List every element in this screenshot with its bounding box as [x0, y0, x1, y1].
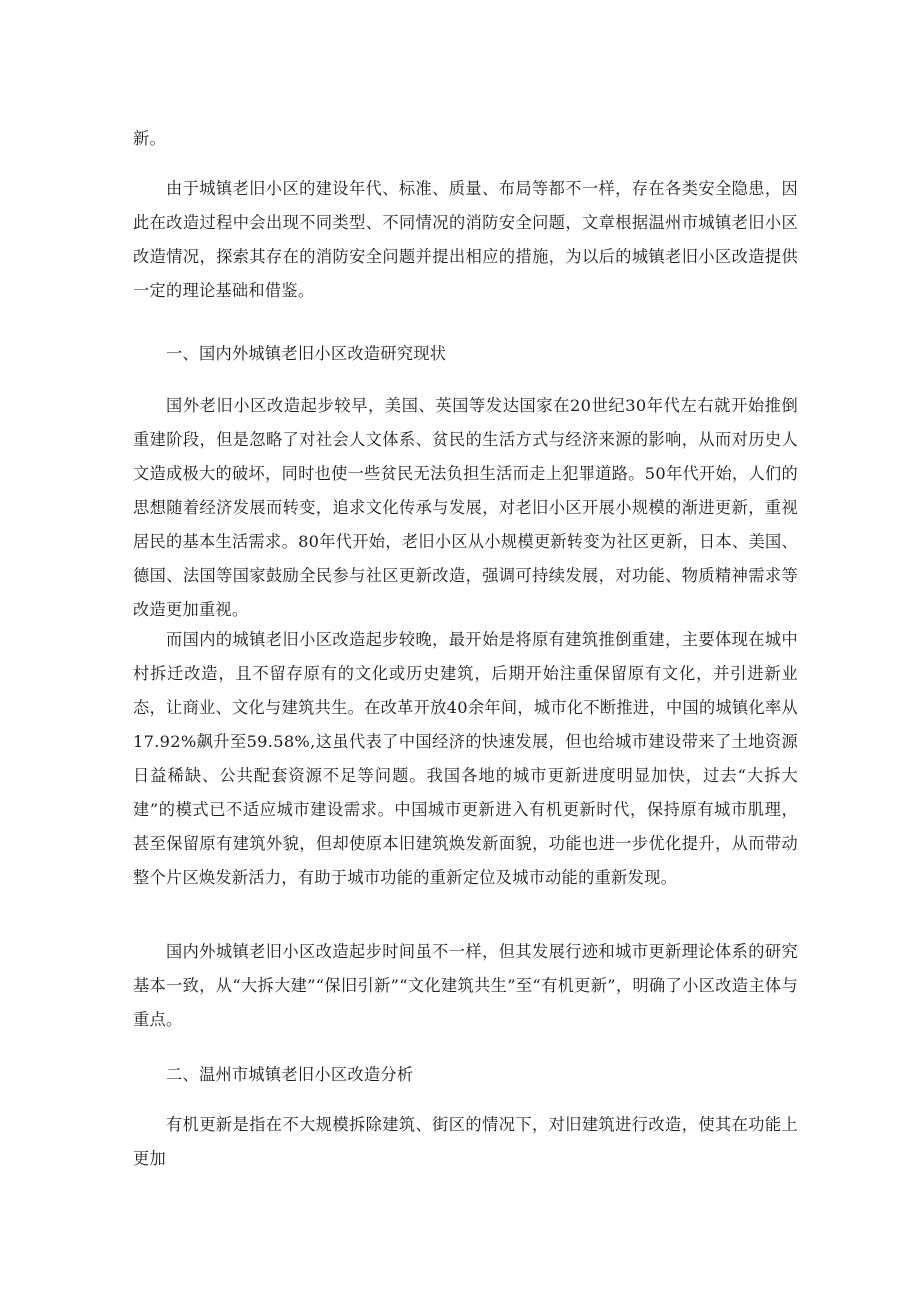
paragraph-foreign-status: 国外老旧小区改造起步较早，美国、英国等发达国家在20世纪30年代左右就开始推倒重建阶段，但是忽略了对社会人文体系、贫民的生活方式与经济来源的影响，从而对历史人文造成极大的破坏，同时也使一些贫民无法负担生活而走上犯罪道路。50年代开始，人们的思想随着经济发展而转变，追求文化传承与发展，对老旧小区开展小规模的渐进更新，重视居民的基本生活需求。80年代开始，老旧小区从小规模更新转变为社区更新，日本、美国、德国、法国等国家鼓励全民参与社区更新改造，强调可持续发展，对功能、物质精神需求等改造更加重视。 — [133, 396, 798, 619]
section-heading-2: 二、温州市城镇老旧小区改造分析 — [166, 1065, 414, 1084]
paragraph-continuation: 新。 — [133, 129, 166, 148]
paragraph-intro: 由于城镇老旧小区的建设年代、标准、质量、布局等都不一样，存在各类安全隐患，因此在改造过程中会出现不同类型、不同情况的消防安全问题，文章根据温州市城镇老旧小区改造情况，探索其存在的消防安全问题并提出相应的措施，为以后的城镇老旧小区改造提供一定的理论基础和借鉴。 — [133, 179, 798, 300]
section-heading-1: 一、国内外城镇老旧小区改造研究现状 — [166, 344, 447, 363]
paragraph-organic-renewal: 有机更新是指在不大规模拆除建筑、街区的情况下，对旧建筑进行改造，使其在功能上更加 — [133, 1115, 798, 1168]
paragraph-domestic-status: 而国内的城镇老旧小区改造起步较晚，最开始是将原有建筑推倒重建，主要体现在城中村拆迁改造，且不留存原有的文化或历史建筑，后期开始注重保留原有文化，并引进新业态，让商业、文化与建筑共生。在改革开放40余年间，城市化不断推进，中国的城镇化率从17.92%飙升至59.58%,这虽代表了中国经济的快速发展，但也给城市建设带来了土地资源日益稀缺、公共配套资源不足等问题。我国各地的城市更新进度明显加快，过去“大拆大建”的模式已不适应城市建设需求。中国城市更新进入有机更新时代，保持原有城市肌理，甚至保留原有建筑外貌，但却使原本旧建筑焕发新面貌，功能也进一步优化提升，从而带动整个片区焕发新活力，有助于城市功能的重新定位及城市动能的重新发现。 — [133, 630, 798, 887]
paragraph-summary: 国内外城镇老旧小区改造起步时间虽不一样，但其发展行迹和城市更新理论体系的研究基本一致，从“大拆大建”“保旧引新”“文化建筑共生”至“有机更新”，明确了小区改造主体与重点。 — [133, 942, 798, 1029]
